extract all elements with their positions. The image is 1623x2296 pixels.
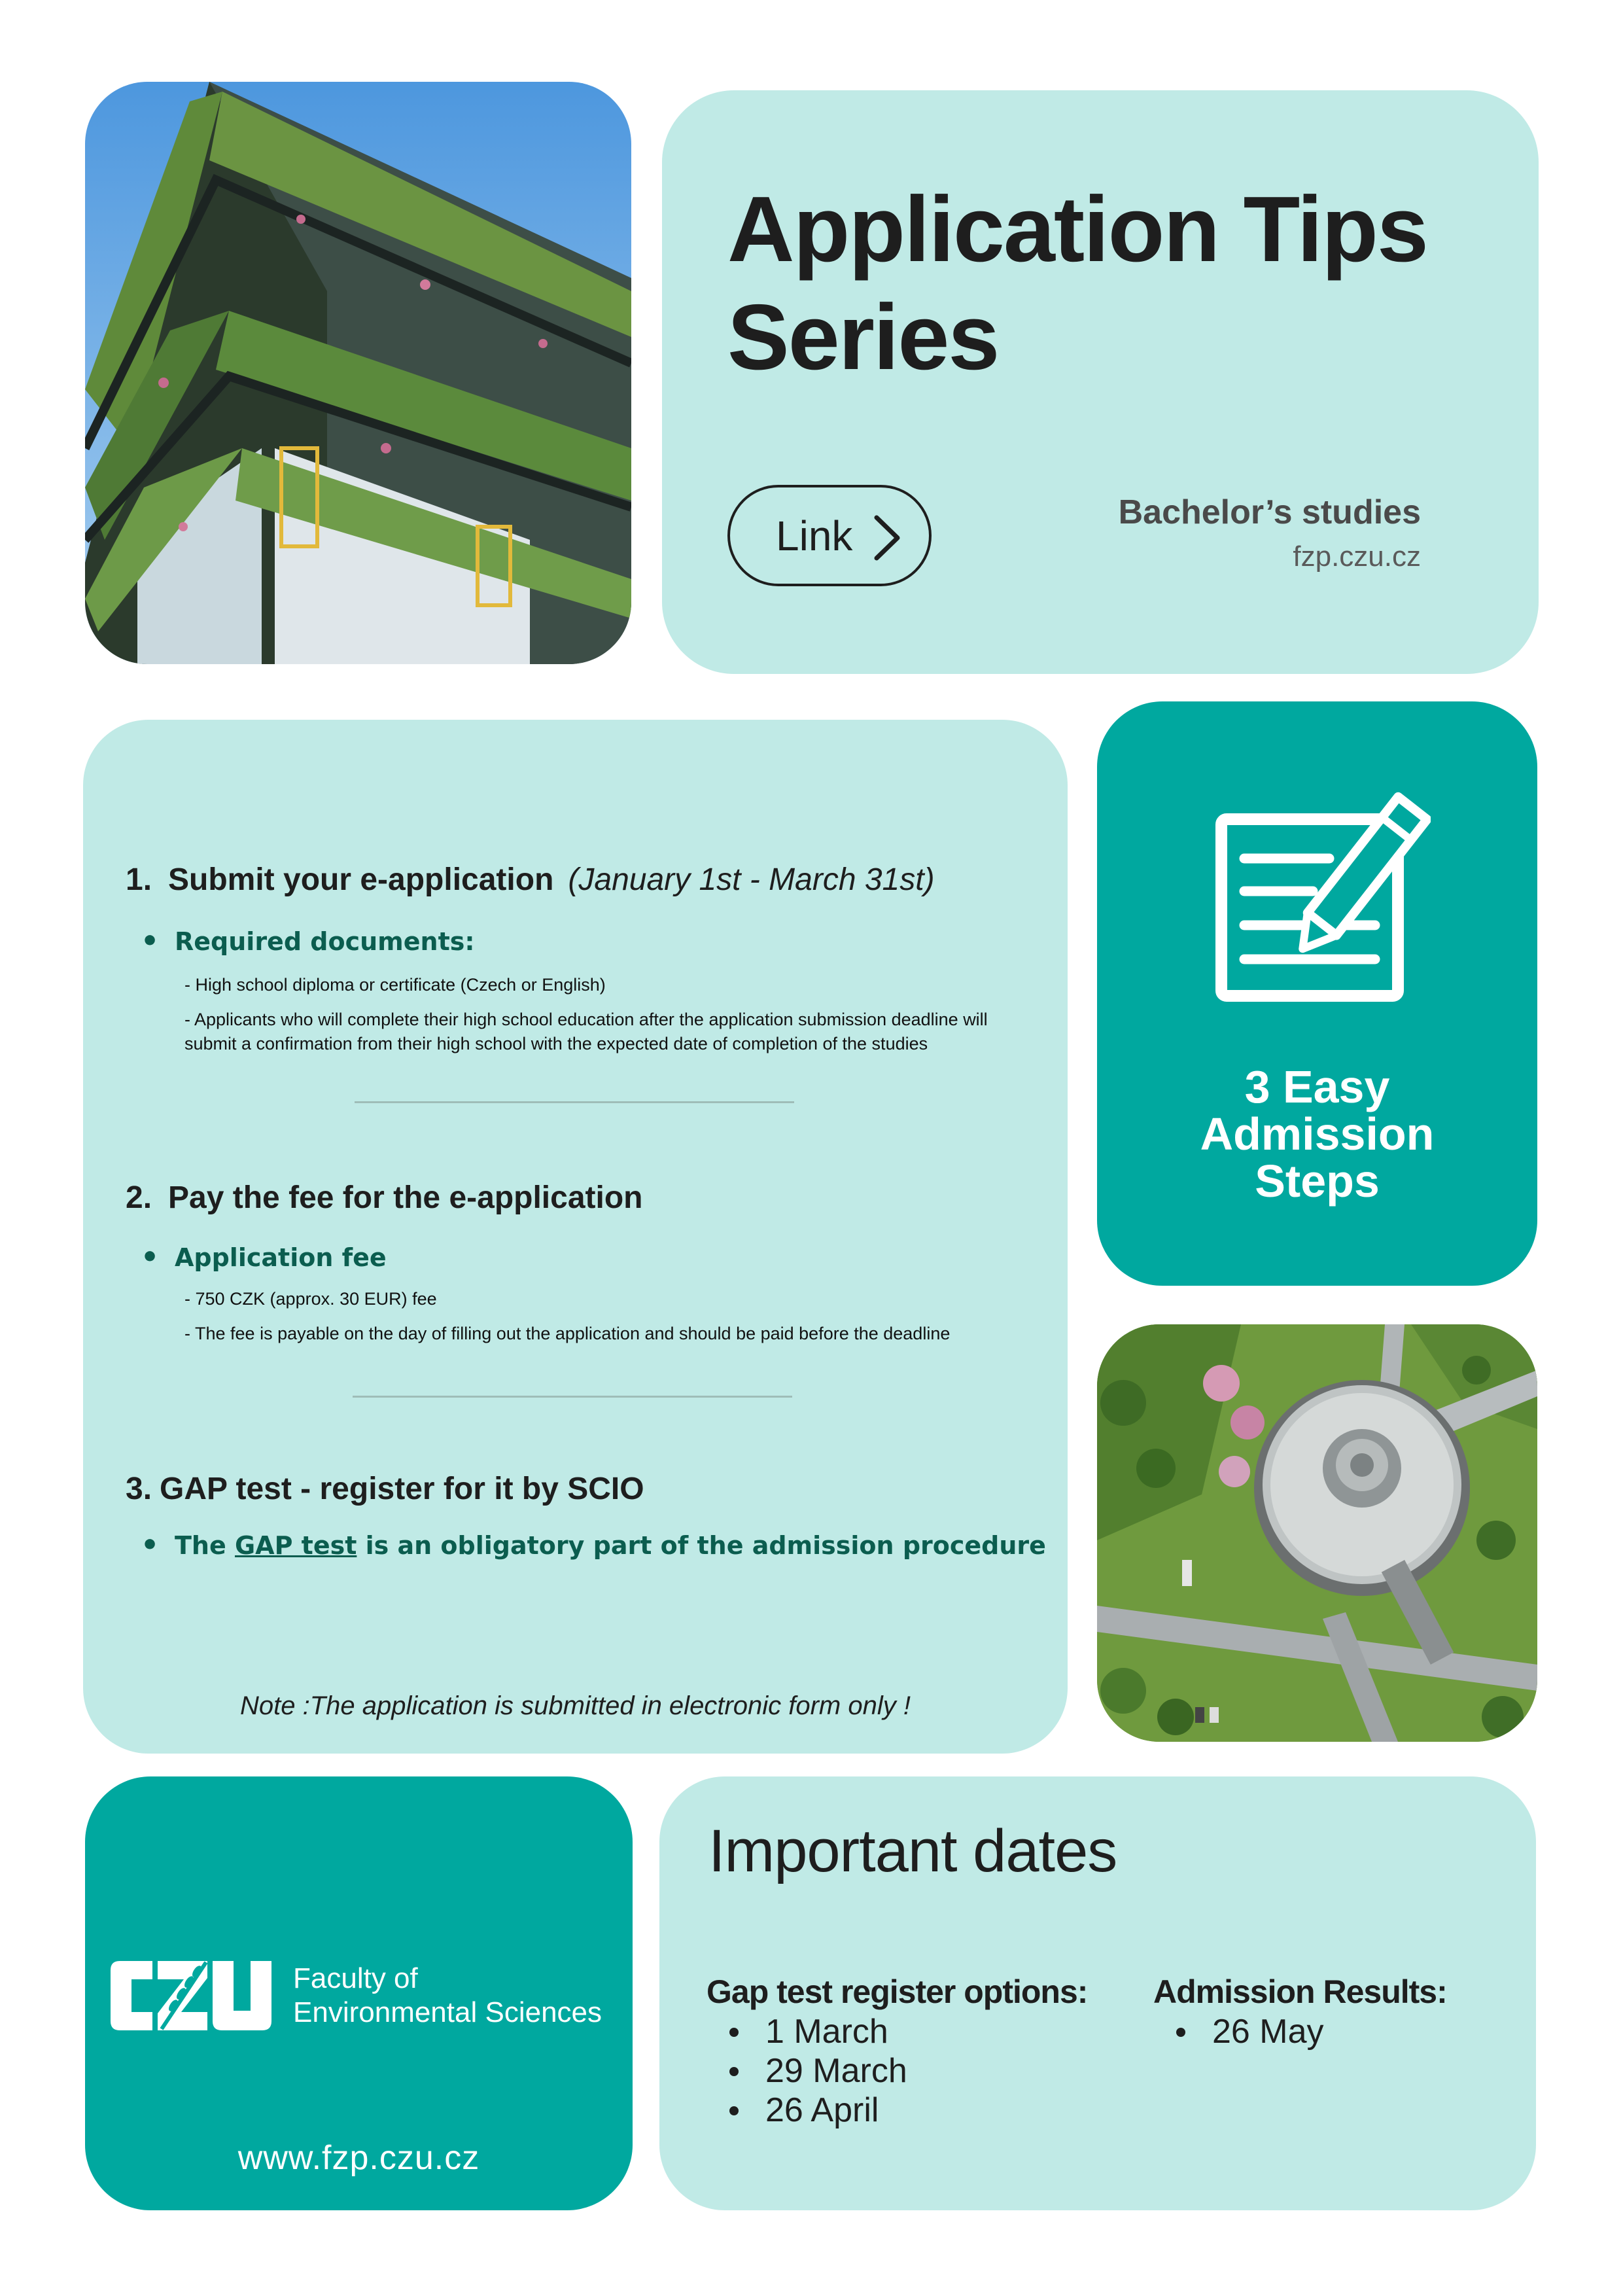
chevron-right-icon	[864, 512, 909, 563]
easy-steps-line-2: Admission	[1200, 1108, 1435, 1159]
link-button[interactable]	[727, 485, 932, 586]
step-1-heading	[126, 862, 935, 898]
gap-test-dates-list	[707, 2012, 1087, 2130]
step-2-bullet: • Application fee	[175, 1243, 387, 1272]
document-pencil-icon	[1215, 760, 1431, 1002]
admission-results-list	[1153, 2012, 1447, 2051]
admission-results-label: Admission Results:	[1153, 1973, 1447, 2010]
green-facade-building-image	[85, 82, 631, 664]
important-dates-heading: Important dates	[708, 1818, 1117, 1884]
faculty-name-line-1: Faculty of	[293, 1962, 418, 1994]
easy-steps-line-3: Steps	[1255, 1156, 1380, 1207]
website-link[interactable]: www.fzp.czu.cz	[237, 2139, 480, 2177]
list-item: 26 April	[707, 2091, 1087, 2130]
step-3-heading	[126, 1471, 644, 1507]
easy-steps-card	[1097, 701, 1537, 1286]
divider-1	[355, 1101, 794, 1103]
gap-test-dates	[707, 1973, 1087, 2130]
step-3-bullet-suffix: is an obligatory part of the admission procedure	[357, 1531, 1046, 1560]
list-item: 1 March	[707, 2012, 1087, 2051]
easy-steps-heading	[1097, 1063, 1537, 1205]
building-photo	[85, 82, 631, 664]
admission-steps-card	[83, 720, 1068, 1754]
faculty-name-line-2: Environmental Sciences	[293, 1996, 602, 2028]
faculty-logo-card	[85, 1776, 633, 2210]
aerial-rotunda-image	[1097, 1324, 1537, 1742]
step-3-title: GAP test - register for it by SCIO	[160, 1472, 644, 1506]
page-title: Application Tips Series	[727, 177, 1427, 389]
easy-steps-line-1: 3 Easy	[1244, 1061, 1390, 1112]
program-label: Bachelor’s studies	[1118, 493, 1421, 531]
step-1-title: Submit your e-application	[168, 862, 554, 897]
step-2-heading	[126, 1180, 642, 1216]
step-1-bullet: • Required documents:	[175, 927, 475, 956]
important-dates-card	[659, 1776, 1536, 2210]
step-2-number: 2.	[126, 1180, 152, 1215]
step-2-detail-2: - The fee is payable on the day of filling out the application and should be paid before the deadline	[184, 1324, 951, 1343]
electronic-form-note: Note :The application is submitted in electronic form only !	[240, 1691, 911, 1720]
site-label: fzp.czu.cz	[1293, 540, 1421, 573]
admission-results-dates	[1153, 1973, 1447, 2051]
gap-test-dates-label: Gap test register options:	[707, 1973, 1088, 2010]
step-2-title: Pay the fee for the e-application	[168, 1180, 643, 1215]
czu-logo-icon	[108, 1953, 275, 2038]
step-1-number: 1.	[126, 862, 152, 897]
list-item: 26 May	[1153, 2012, 1447, 2051]
link-button-label: Link	[776, 512, 853, 559]
gap-test-link[interactable]: GAP test	[234, 1531, 357, 1560]
list-item: 29 March	[707, 2051, 1087, 2091]
divider-2	[353, 1396, 792, 1398]
step-1-detail-1: - High school diploma or certificate (Czech or English)	[184, 975, 606, 995]
title-card	[662, 90, 1539, 674]
step-2-detail-1: - 750 CZK (approx. 30 EUR) fee	[184, 1289, 437, 1309]
aerial-campus-photo	[1097, 1324, 1537, 1742]
step-3-bullet	[175, 1531, 1046, 1560]
step-1-detail-2: - Applicants who will complete their high school education after the application submission deadline will submit a confirmation from their high school with the expected date of completion of the studies	[184, 1010, 988, 1053]
step-3-bullet-prefix: The	[175, 1531, 235, 1560]
step-1-period: (January 1st - March 31st)	[568, 862, 935, 897]
faculty-name	[293, 1962, 602, 2030]
step-3-number: 3.	[126, 1472, 152, 1506]
